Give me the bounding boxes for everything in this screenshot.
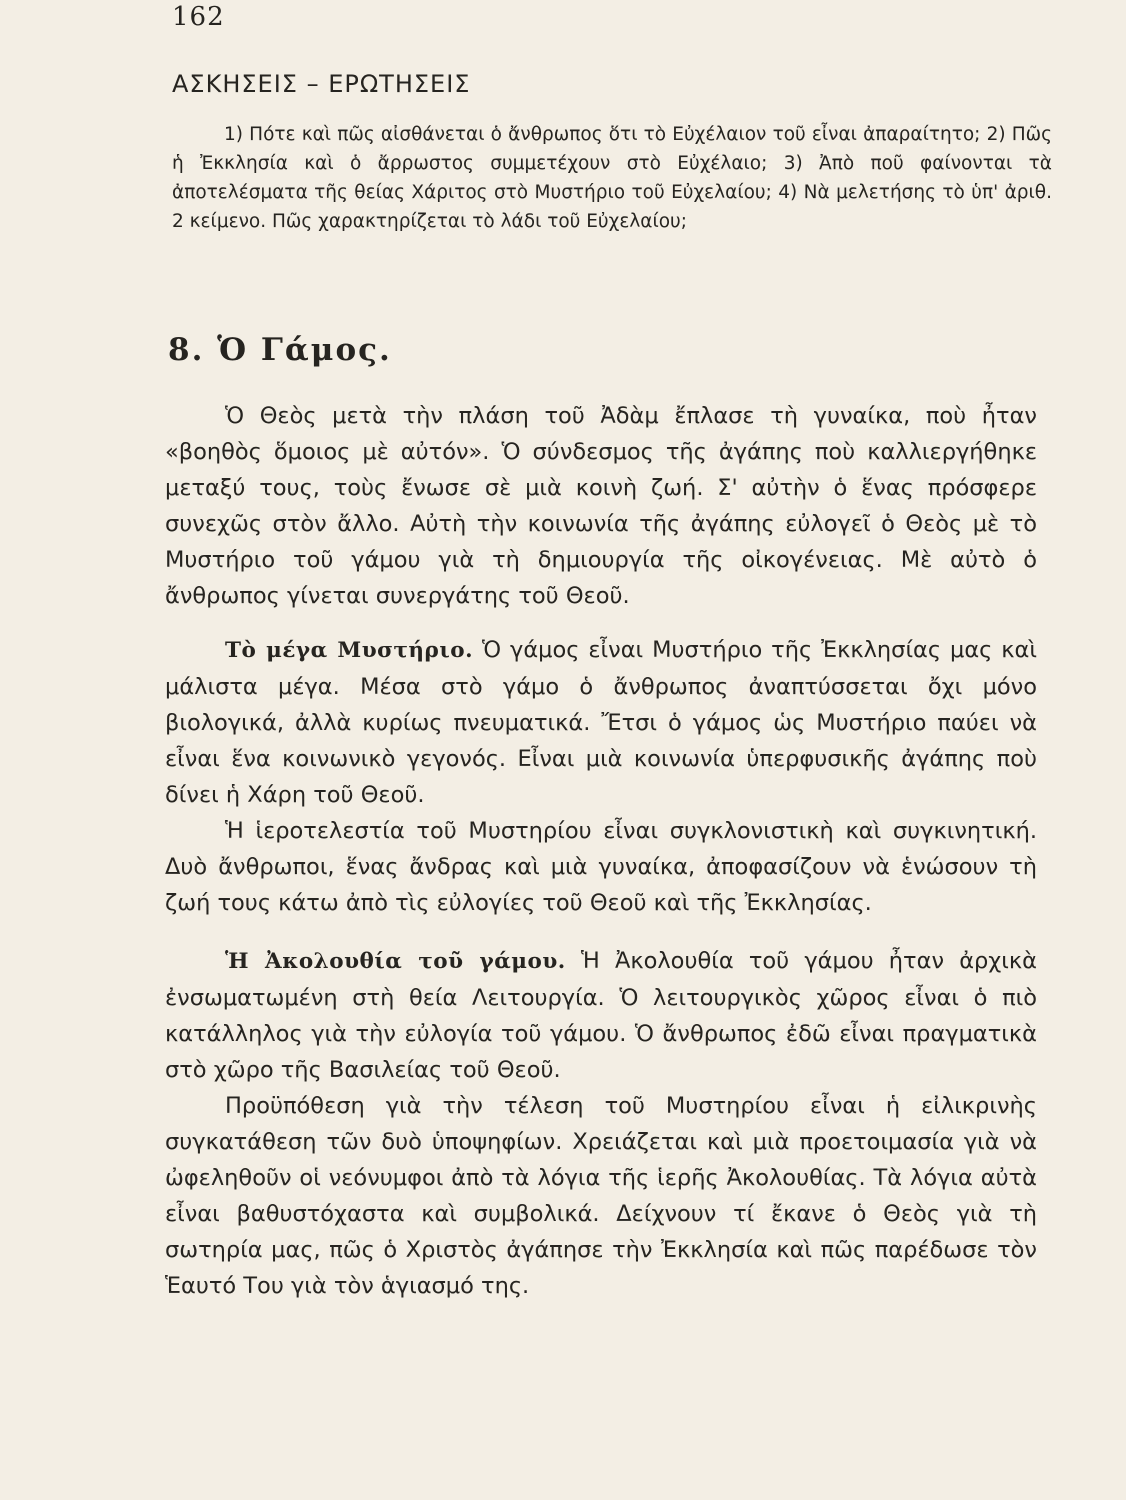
exercises-text: 1) Πότε καὶ πῶς αἰσθάνεται ὁ ἄνθρωπος ὅτι τὸ Εὐχέλαιον τοῦ εἶναι ἀπαραίτητο; 2) Πῶς ἡ Ἐκκλησία καὶ ὁ ἄρρωστος συμμετέχουν στὸ Εὐχέλαιο; 3) Ἀπὸ ποῦ φαίνονται τὰ ἀποτελέσματα τῆς θείας Χάριτος στὸ Μυστήριο τοῦ Εὐχελαίου; 4) Νὰ μελετήσης τὸ ὑπ' ἀριθ. 2 κείμενο. Πῶς χαρακτηρίζεται τὸ λάδι τοῦ Εὐχελαίου; xyxy=(172,124,1052,232)
paragraph-4-text: Ἡ Ἀκολουθία τοῦ γάμου ἦταν ἀρχικὰ ἐνσωματωμένη στὴ θεία Λειτουργία. Ὁ λειτουργικὸς χῶρος εἶναι ὁ πιὸ κατάλληλος γιὰ τὴν εὐλογία τοῦ γάμου. Ὁ ἄνθρωπος ἐδῶ εἶναι πραγματικὰ στὸ χῶρο τῆς Βασιλείας τοῦ Θεοῦ. xyxy=(165,948,1038,1083)
paragraph-1-text: Ὁ Θεὸς μετὰ τὴν πλάση τοῦ Ἀδὰμ ἔπλασε τὴ γυναίκα, ποὺ ἦταν «βοηθὸς ὅμοιος μὲ αὐτόν». Ὁ σύνδεσμος τῆς ἀγάπης ποὺ καλλιεργήθηκε μεταξύ τους, τοὺς ἔνωσε σὲ μιὰ κοινὴ ζωή. Σ' αὐτὴν ὁ ἕνας πρόσφερε συνεχῶς στὸν ἄλλο. Αὐτὴ τὴν κοινωνία τῆς ἀγάπης εὐλογεῖ ὁ Θεὸς μὲ τὸ Μυστήριο τοῦ γάμου γιὰ τὴ δημιουργία τῆς οἰκογένειας. Μὲ αὐτὸ ὁ ἄνθρωπος γίνεται συνεργάτης τοῦ Θεοῦ. xyxy=(165,403,1037,609)
page-number: 162 xyxy=(172,2,225,32)
paragraph-2 xyxy=(165,632,1037,813)
paragraph-1 xyxy=(165,398,1037,614)
paragraph-4 xyxy=(165,943,1037,1088)
chapter-body xyxy=(165,398,1037,1304)
paragraph-5-text: Προϋπόθεση γιὰ τὴν τέλεση τοῦ Μυστηρίου εἶναι ἡ εἰλικρινὴς συγκατάθεση τῶν δυὸ ὑποψηφίων. Χρειάζεται καὶ μιὰ προετοιμασία γιὰ νὰ ὠφεληθοῦν οἱ νεόνυμφοι ἀπὸ τὰ λόγια τῆς ἱερῆς Ἀκολουθίας. Τὰ λόγια αὐτὰ εἶναι βαθυστόχαστα καὶ συμβολικά. Δείχνουν τί ἔκανε ὁ Θεὸς γιὰ τὴ σωτηρία μας, πῶς ὁ Χριστὸς ἀγάπησε τὴν Ἐκκλησία καὶ πῶς παρέδωσε τὸν Ἑαυτό Του γιὰ τὸν ἁγιασμό της. xyxy=(165,1093,1037,1299)
section-heading-mystery: Τὸ μέγα Μυστήριο. xyxy=(225,638,474,663)
paragraph-2-text: Ὁ γάμος εἶναι Μυστήριο τῆς Ἐκκλησίας μας καὶ μάλιστα μέγα. Μέσα στὸ γάμο ὁ ἄνθρωπος ἀναπτύσσεται ὄχι μόνο βιολογικά, ἀλλὰ κυρίως πνευματικά. Ἔτσι ὁ γάμος ὡς Μυστήριο παύει νὰ εἶναι ἕνα κοινωνικὸ γεγονός. Εἶναι μιὰ κοινωνία ὑπερφυσικῆς ἀγάπης ποὺ δίνει ἡ Χάρη τοῦ Θεοῦ. xyxy=(165,637,1037,808)
exercises-heading: ΑΣΚΗΣΕΙΣ – ΕΡΩΤΗΣΕΙΣ xyxy=(172,70,471,98)
paragraph-5 xyxy=(165,1088,1037,1304)
paragraph-3-text: Ἡ ἱεροτελεστία τοῦ Μυστηρίου εἶναι συγκλονιστικὴ καὶ συγκινητική. Δυὸ ἄνθρωποι, ἕνας ἄνδρας καὶ μιὰ γυναίκα, ἀποφασίζουν νὰ ἑνώσουν τὴ ζωή τους κάτω ἀπὸ τὶς εὐλογίες τοῦ Θεοῦ καὶ τῆς Ἐκκλησίας. xyxy=(165,818,1037,916)
paragraph-3 xyxy=(165,813,1037,921)
exercises-text-block xyxy=(172,120,1052,236)
section-heading-service: Ἡ Ἀκολουθία τοῦ γάμου. xyxy=(225,949,566,974)
chapter-title: 8. Ὁ Γάμος. xyxy=(168,332,392,368)
